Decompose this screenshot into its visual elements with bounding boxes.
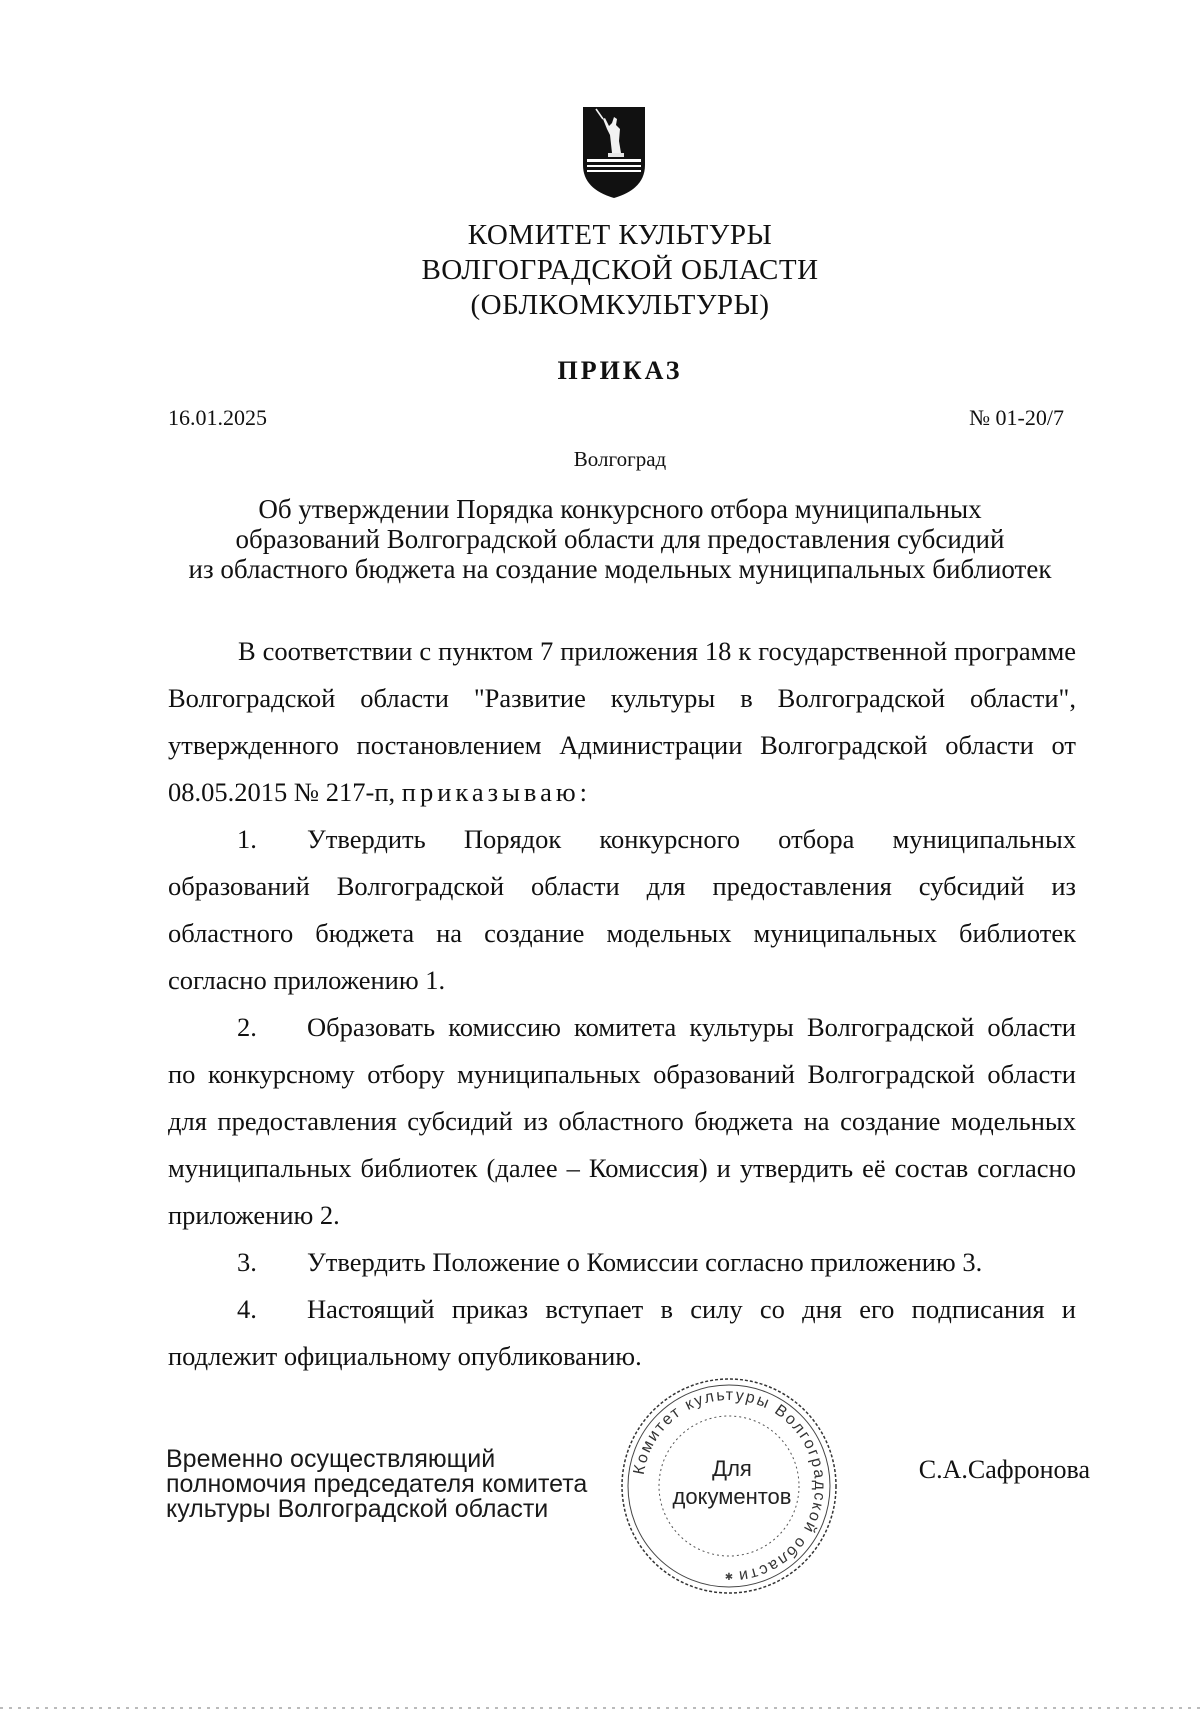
org-name-abbreviation: (ОБЛКОМКУЛЬТУРЫ) bbox=[470, 289, 770, 321]
item-number: 3. bbox=[237, 1247, 257, 1277]
signatory-position bbox=[166, 1447, 587, 1522]
item-number: 2. bbox=[237, 1012, 257, 1042]
signatory-position-line-3: культуры Волгоградской области bbox=[166, 1495, 549, 1523]
stamp-center-line-1: Для bbox=[712, 1456, 752, 1481]
stamp-center-line-2: документов bbox=[672, 1484, 792, 1509]
subject-line-3: из областного бюджета на создание модельных муниципальных библиотек bbox=[188, 554, 1052, 584]
signatory-position-line-2: полномочия председателя комитета bbox=[166, 1470, 588, 1498]
document-date: 16.01.2025 bbox=[168, 405, 267, 430]
subject-line-1: Об утверждении Порядка конкурсного отбора муниципальных bbox=[258, 494, 982, 524]
signatory-position-line-1: Временно осуществляющий bbox=[166, 1445, 496, 1473]
document-number: № 01-20/7 bbox=[969, 405, 1064, 430]
item-number: 4. bbox=[237, 1294, 257, 1324]
order-item-4 bbox=[168, 1286, 1076, 1380]
coat-of-arms-icon bbox=[581, 105, 647, 200]
document-subject bbox=[150, 494, 1090, 584]
scan-artifact-line bbox=[0, 1707, 1200, 1709]
item-text: Образовать комиссию комитета культуры Волгоградской области по конкурсному отбору муниципальных образований Волгоградской области для предоставления субсидий из областного бюджета на создание модельных муниципальных библиотек (далее – Комиссия) и утвердить её состав согласно приложению 2. bbox=[168, 1012, 1076, 1230]
order-item-1 bbox=[168, 816, 1076, 1004]
signer-name: С.А.Сафронова bbox=[918, 1455, 1090, 1484]
decree-word: приказываю: bbox=[401, 777, 592, 807]
stamp-center-text bbox=[663, 1455, 801, 1511]
item-number: 1. bbox=[237, 824, 257, 854]
subject-line-2: образований Волгоградской области для предоставления субсидий bbox=[235, 524, 1005, 554]
stamp-ring-text: Комитет культуры Волгоградской области bbox=[630, 1386, 829, 1585]
item-text: Настоящий приказ вступает в силу со дня его подписания и подлежит официальному опубликованию. bbox=[168, 1294, 1076, 1371]
document-city: Волгоград bbox=[573, 447, 667, 471]
item-text: Утвердить Порядок конкурсного отбора муниципальных образований Волгоградской области для предоставления субсидий из областного бюджета на создание модельных муниципальных библиотек согласно приложению 1. bbox=[168, 824, 1076, 995]
document-type: ПРИКАЗ bbox=[557, 356, 683, 385]
svg-text:✱: ✱ bbox=[724, 1572, 734, 1583]
preamble-text: В соответствии с пунктом 7 приложения 18 к государственной программе Волгоградской области "Развитие культуры в Волгоградской области", утвержденного постановлением Администрации Волгоградской области от 08.05.2015 № 217-п, bbox=[168, 636, 1076, 807]
item-text: Утвердить Положение о Комиссии согласно приложению 3. bbox=[307, 1247, 983, 1277]
order-item-3 bbox=[168, 1239, 1076, 1286]
org-name-line-1: КОМИТЕТ КУЛЬТУРЫ bbox=[467, 219, 773, 251]
order-item-2 bbox=[168, 1004, 1076, 1239]
preamble bbox=[168, 628, 1076, 816]
org-name-line-2: ВОЛГОГРАДСКОЙ ОБЛАСТИ bbox=[421, 254, 819, 286]
